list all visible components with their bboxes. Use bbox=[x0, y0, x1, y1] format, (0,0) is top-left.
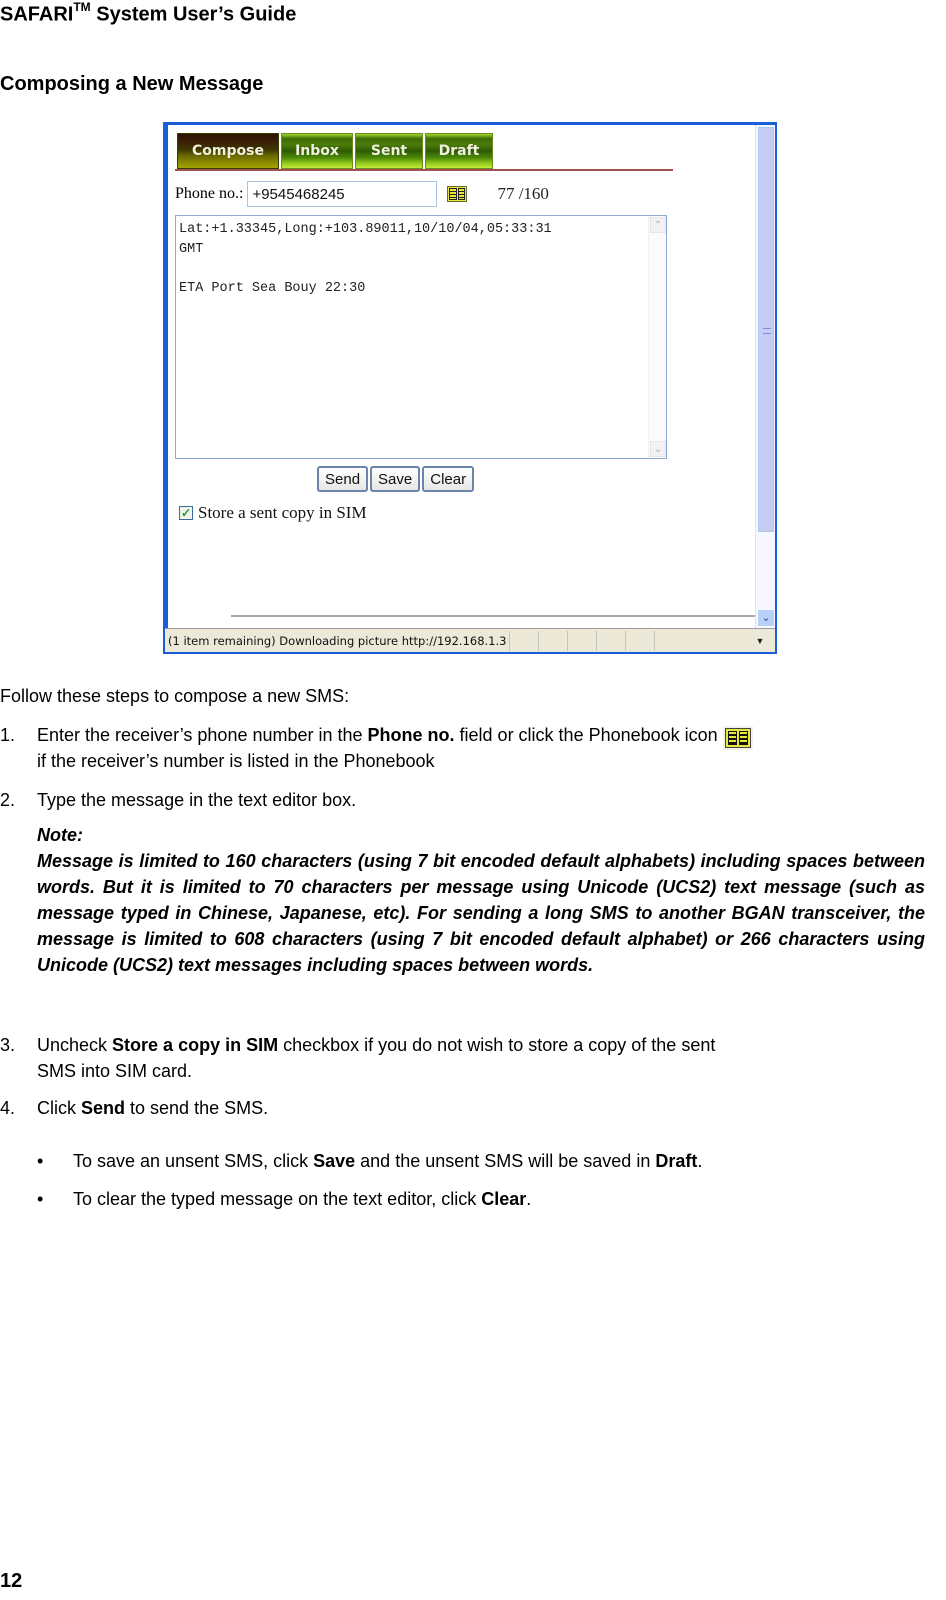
step-text-bold: Send bbox=[81, 1098, 126, 1118]
dropdown-arrow-icon[interactable]: ▼ bbox=[755, 635, 765, 646]
document-header bbox=[0, 2, 296, 27]
bullet-text-post: . bbox=[526, 1189, 532, 1209]
status-cell bbox=[509, 631, 538, 651]
bullet-text-bold: Save bbox=[313, 1151, 356, 1171]
phone-label: Phone no.: bbox=[175, 185, 244, 202]
phonebook-icon[interactable] bbox=[447, 186, 467, 202]
header-title: System User’s Guide bbox=[90, 3, 297, 26]
message-tabs bbox=[177, 133, 493, 169]
send-button[interactable]: Send bbox=[317, 466, 368, 492]
clear-button[interactable]: Clear bbox=[422, 466, 474, 492]
step-number: 2. bbox=[0, 790, 16, 810]
status-text: (1 item remaining) Downloading picture http://192.168.1.3 bbox=[168, 633, 507, 648]
bullet-text-post: . bbox=[697, 1151, 703, 1171]
status-cell bbox=[654, 631, 683, 651]
step-text-line2: SMS into SIM card. bbox=[37, 1061, 193, 1081]
step-number: 3. bbox=[0, 1035, 16, 1055]
step-number: 4. bbox=[0, 1098, 16, 1118]
message-textarea[interactable] bbox=[179, 220, 644, 454]
step-text: Type the message in the text editor box. bbox=[37, 790, 357, 810]
scroll-down-arrow-icon[interactable]: ⌄ bbox=[758, 610, 774, 626]
phone-row bbox=[175, 180, 549, 208]
bullet-text-pre: To save an unsent SMS, click bbox=[73, 1151, 314, 1171]
message-scrollbar[interactable] bbox=[648, 216, 666, 458]
bullet-text-bold: Clear bbox=[481, 1189, 527, 1209]
horizontal-rule bbox=[231, 615, 759, 617]
trademark: TM bbox=[73, 0, 91, 14]
step-text-pre: Enter the receiver’s phone number in the bbox=[37, 725, 368, 745]
status-cell bbox=[596, 631, 625, 651]
compose-screenshot bbox=[163, 122, 777, 654]
step-text-pre: Uncheck bbox=[37, 1035, 113, 1055]
bullet-icon: • bbox=[37, 1189, 44, 1209]
window-left-border bbox=[165, 125, 168, 628]
note-body: Message is limited to 160 characters (using 7 bit encoded default alphabets) including spaces between words. But it is limited to 70 characters per message using Unicode (UCS2) text message (such as message typed in Chinese, Japanese, etc). For sending a long SMS to another BGAN transceiver, the message is limited to 608 characters (using 7 bit encoded default alphabet) or 266 characters using Unicode (UCS2) text messages including spaces between words. bbox=[37, 851, 925, 975]
bullet-text-pre: To clear the typed message on the text editor, click bbox=[73, 1189, 482, 1209]
scroll-down-icon[interactable]: ⌄ bbox=[650, 441, 666, 457]
step-text-post: to send the SMS. bbox=[125, 1098, 269, 1118]
tab-sent[interactable]: Sent bbox=[355, 133, 423, 169]
char-counter: 77 /160 bbox=[497, 184, 549, 203]
phone-input[interactable] bbox=[247, 181, 437, 207]
bullet-icon: • bbox=[37, 1151, 44, 1171]
bullet-text bbox=[73, 1149, 702, 1173]
step-text-bold: Store a copy in SIM bbox=[112, 1035, 279, 1055]
step-text-bold: Phone no. bbox=[367, 725, 455, 745]
brand-name: SAFARI bbox=[0, 3, 74, 26]
step-text-post: checkbox if you do not wish to store a copy of the sent bbox=[278, 1035, 716, 1055]
scroll-up-icon[interactable]: ⌃ bbox=[650, 217, 666, 233]
intro-text: Follow these steps to compose a new SMS: bbox=[0, 686, 350, 706]
bullet-text-bold: Draft bbox=[655, 1151, 698, 1171]
page-scrollbar[interactable] bbox=[755, 125, 775, 628]
step-text-line2: if the receiver’s number is listed in the Phonebook bbox=[37, 751, 435, 771]
tab-inbox[interactable]: Inbox bbox=[281, 133, 353, 169]
section-title: Composing a New Message bbox=[0, 73, 264, 95]
store-copy-checkbox[interactable]: ✓ bbox=[180, 506, 192, 520]
step-text-pre: Click bbox=[37, 1098, 81, 1118]
store-copy-label[interactable]: Store a sent copy in SIM bbox=[198, 503, 367, 522]
status-cell bbox=[625, 631, 654, 651]
step-text bbox=[37, 1033, 927, 1057]
note-label: Note: bbox=[37, 825, 83, 845]
browser-status-bar bbox=[165, 628, 775, 652]
bullet-text-mid: and the unsent SMS will be saved in bbox=[355, 1151, 656, 1171]
message-editor[interactable] bbox=[175, 215, 667, 459]
grip-icon bbox=[763, 328, 771, 334]
tab-compose[interactable]: Compose bbox=[177, 133, 279, 169]
status-cell bbox=[567, 631, 596, 651]
step-text-post: field or click the Phonebook icon bbox=[454, 725, 723, 745]
step-text bbox=[37, 1096, 927, 1120]
save-button[interactable]: Save bbox=[370, 466, 420, 492]
step-text bbox=[37, 723, 927, 750]
page-number: 12 bbox=[0, 1570, 23, 1592]
phonebook-icon bbox=[723, 726, 753, 750]
status-cell bbox=[538, 631, 567, 651]
bullet-text bbox=[73, 1187, 531, 1211]
action-buttons bbox=[317, 466, 474, 492]
scrollbar-thumb[interactable] bbox=[758, 127, 774, 532]
step-number: 1. bbox=[0, 725, 16, 745]
store-copy-row bbox=[179, 503, 367, 523]
tab-underline bbox=[175, 169, 673, 171]
tab-draft[interactable]: Draft bbox=[425, 133, 493, 169]
